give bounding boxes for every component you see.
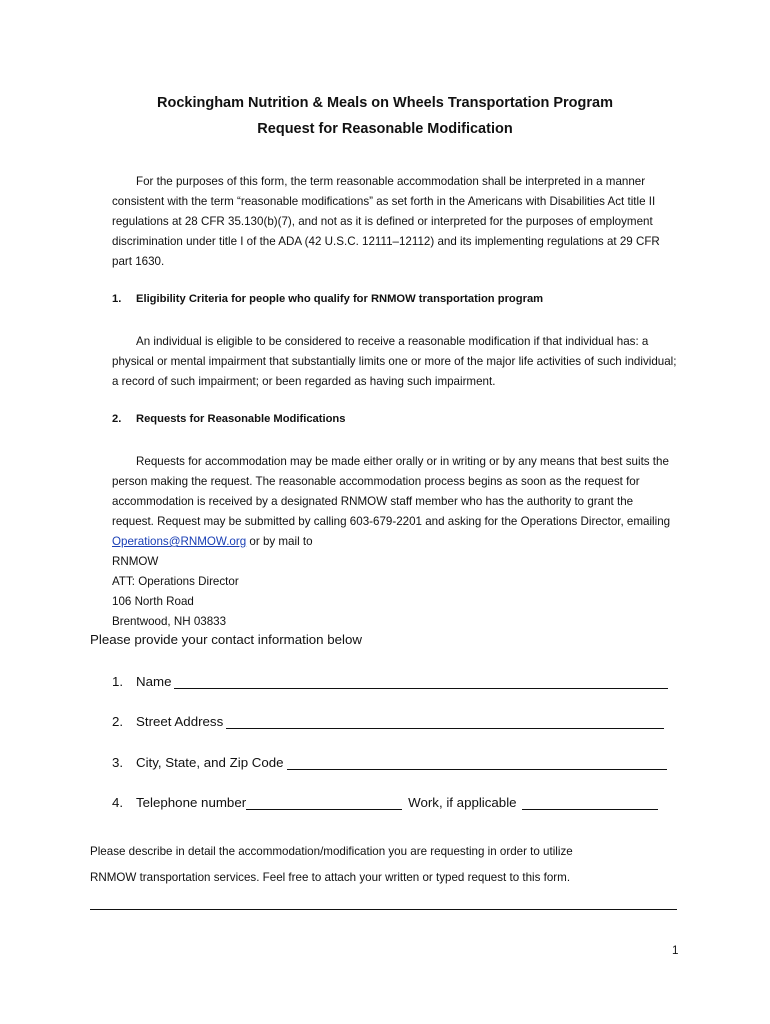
field-number: 2.	[112, 714, 124, 729]
telephone-field-row	[112, 795, 658, 810]
section-2-heading	[112, 413, 346, 425]
page-number: 1	[672, 944, 679, 957]
section-1-heading	[112, 293, 543, 305]
section-2-number: 2.	[112, 413, 122, 425]
section-1-number: 1.	[112, 293, 122, 305]
document-title: Rockingham Nutrition & Meals on Wheels Transportation Program	[157, 95, 613, 111]
field-number: 3.	[112, 755, 124, 770]
street-address-input-line[interactable]	[226, 714, 664, 729]
address-line: 106 North Road	[112, 595, 194, 608]
section-1-title: Eligibility Criteria for people who qualify for RNMOW transportation program	[136, 293, 544, 305]
city-state-zip-label: City, State, and Zip Code	[136, 755, 284, 770]
address-line: ATT: Operations Director	[112, 575, 239, 588]
section-2-text: Requests for accommodation may be made either orally or in writing or by any means that best suits the person making the request. The reasonable accommodation process begins as soon as the request for accommodation is received by a designated RNMOW staff member who has the authority to grant the request. Request may be submitted by calling 603-679-2201 and asking for the Operations Director, emailing	[112, 455, 671, 528]
address-line: Brentwood, NH 03833	[112, 615, 227, 628]
section-2-paragraph	[112, 452, 677, 552]
name-field-row	[112, 674, 668, 689]
name-input-line[interactable]	[174, 674, 668, 689]
telephone-label: Telephone number	[136, 795, 247, 810]
section-2-title: Requests for Reasonable Modifications	[136, 413, 346, 425]
city-state-zip-field-row	[112, 755, 667, 770]
city-state-zip-input-line[interactable]	[287, 755, 667, 770]
describe-instructions-line-2: RNMOW transportation services. Feel free to attach your written or typed request to this form.	[90, 871, 571, 884]
intro-paragraph: For the purposes of this form, the term reasonable accommodation shall be interpreted in a manner consistent with the term “reasonable modifications” as set forth in the Americans with Disabilities Act title II regulations at 28 CFR 35.130(b)(7), and not as it is defined or interpreted for the purposes of employment discrimination under title I of the ADA (42 U.S.C. 12111–12112) and its implementing regulations at 29 CFR part 1630.	[112, 175, 660, 268]
work-phone-input-line[interactable]	[522, 795, 658, 810]
description-input-line[interactable]	[90, 909, 677, 910]
section-2-text-end: or by mail to	[246, 535, 313, 548]
document-subtitle: Request for Reasonable Modification	[257, 121, 513, 137]
street-address-field-row	[112, 714, 664, 729]
field-number: 4.	[112, 795, 124, 810]
section-1-paragraph: An individual is eligible to be considered to receive a reasonable modification if that individual has: a physical or mental impairment that substantially limits one or more of the major life activities of such individual; a record of such impairment; or been regarded as having such impairment.	[112, 335, 677, 388]
operations-email-link[interactable]: Operations@RNMOW.org	[112, 535, 247, 548]
telephone-input-line[interactable]	[246, 795, 402, 810]
contact-heading: Please provide your contact information below	[90, 632, 362, 647]
field-number: 1.	[112, 674, 124, 689]
name-label: Name	[136, 674, 172, 689]
describe-instructions-line-1: Please describe in detail the accommodation/modification you are requesting in order to utilize	[90, 845, 573, 858]
address-line: RNMOW	[112, 555, 159, 568]
work-phone-label: Work, if applicable	[408, 795, 517, 810]
street-address-label: Street Address	[136, 714, 224, 729]
mailing-address	[112, 552, 239, 632]
